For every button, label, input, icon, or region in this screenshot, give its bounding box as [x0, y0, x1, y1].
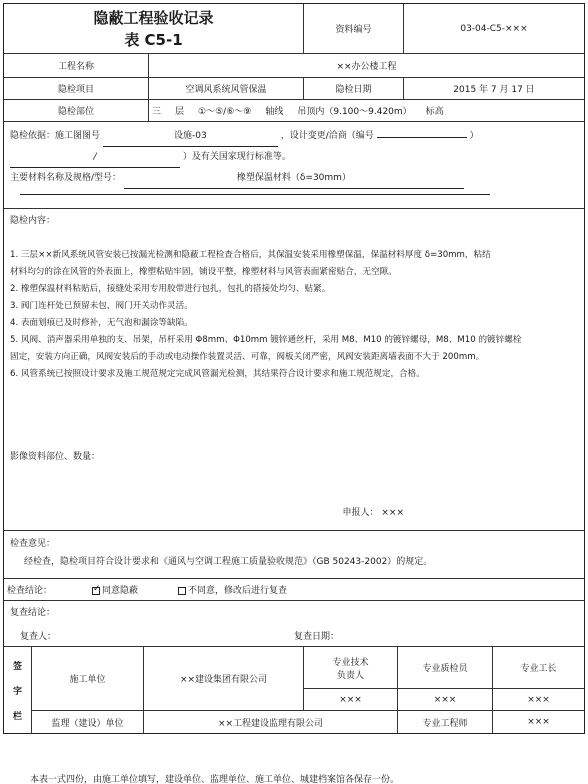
- part-value: [149, 100, 584, 121]
- part-floor: 三: [152, 107, 162, 117]
- part-axis: ①～⑤/⑥～⑨: [198, 107, 252, 117]
- part-elevation: 吊顶内（9.100～9.420m）: [297, 107, 412, 117]
- supervision-value: ××工程建设监理有限公司: [144, 711, 398, 733]
- construction-row: [32, 647, 584, 711]
- change-label: ，设计变更/洽商（编号: [280, 131, 374, 141]
- standard-line: [10, 147, 578, 168]
- item-value: 空调风系统风管保温: [149, 78, 304, 99]
- reporter-value: ×××: [381, 508, 404, 518]
- qc-label: 专业质检员: [398, 647, 493, 688]
- signature-section: [4, 647, 584, 733]
- doc-no-label: 资料编号: [304, 4, 404, 53]
- content-line-2: 材料均匀的涂在风管的外表面上，橡塑粘贴牢固，铺设平整，橡塑材料与风管表面紧密贴合，无空隙。: [10, 267, 397, 277]
- tech-lead-label: [304, 647, 398, 688]
- basis-label: 隐检依据：施工图图号: [10, 131, 101, 141]
- recheck-date-label: 复查日期：: [294, 632, 340, 642]
- check-opinion-block: [4, 531, 584, 578]
- standard-slash: /: [10, 147, 180, 168]
- image-label: 影像资料部位、数量：: [10, 452, 101, 462]
- foreman-label: 专业工长: [520, 664, 557, 674]
- recheck-person-label: 复查人：: [20, 632, 57, 642]
- date-value: 2015 年 7 月 17 日: [453, 85, 535, 95]
- content-line-6: 5. 风阀、消声器采用单独的支、吊架，吊杆采用 Φ8mm、Φ10mm 镀锌通丝杆，采用 M8、M10 的镀锌螺母，M8、M10 的镀锌螺栓: [10, 335, 522, 345]
- part-elevation-label: 标高: [425, 107, 444, 117]
- change-no: [377, 137, 467, 138]
- tech-lead-label-1: 专业技术: [332, 657, 369, 668]
- check-conclusion: [4, 579, 584, 600]
- content-line-1: 1. 三层××新风系统风管安装已按漏光检测和隐蔽工程检查合格后，其保温安装采用橡塑保温，保温材料厚度 δ=30mm，粘结: [10, 250, 491, 260]
- role-headers: [304, 647, 584, 689]
- part-axis-label: 轴线: [265, 107, 284, 117]
- role-values: [304, 689, 584, 710]
- project-label: 工程名称: [4, 54, 149, 77]
- engineer-value: ×××: [527, 717, 550, 727]
- project-row: [4, 54, 584, 78]
- part-row: [4, 100, 584, 122]
- recheck-row: [4, 601, 584, 647]
- disagree-option[interactable]: [178, 583, 287, 596]
- material-line: [10, 168, 578, 189]
- qc-value: ×××: [398, 689, 493, 710]
- agree-checkbox[interactable]: ✓: [93, 583, 101, 594]
- content-line-4: 3. 阀门连杆处已预留未包，阀门开关动作灵活。: [10, 301, 193, 311]
- basis-block: [4, 122, 584, 199]
- disagree-checkbox[interactable]: [178, 587, 186, 595]
- agree-label: 同意隐蔽: [102, 586, 139, 596]
- material-extra-line: [20, 189, 490, 195]
- agree-option[interactable]: [92, 583, 138, 596]
- check-opinion-label: 检查意见：: [10, 539, 56, 549]
- content-row: [4, 209, 584, 531]
- tech-lead-label-2: 负责人: [336, 670, 364, 681]
- change-close: ）: [469, 131, 479, 141]
- side-char-2: 字: [12, 686, 22, 697]
- content-line-8: 6. 风管系统已按照设计要求及施工规范规定完成风管漏光检测，其结果符合设计要求和施工规范规定，合格。: [10, 369, 425, 379]
- recheck-conclusion-label: 复查结论：: [10, 608, 56, 618]
- header-row: [4, 4, 584, 54]
- supervision-label: 监理（建设）单位: [32, 711, 144, 733]
- item-label: 隐检项目: [4, 78, 149, 99]
- drawing-no: 设施-03: [103, 126, 278, 147]
- content-label: 隐检内容：: [10, 216, 56, 226]
- recheck-block: [4, 601, 584, 646]
- standard-text: ）及有关国家现行标准等。: [182, 152, 291, 162]
- content-line-5: 4. 表面划痕已及时修补，无气泡和漏涂等缺陷。: [10, 318, 193, 328]
- doc-no-value: 03-04-C5-×××: [460, 23, 528, 34]
- project-value: ××办公楼工程: [336, 62, 397, 72]
- foreman-value: ×××: [527, 694, 550, 705]
- part-label: 隐检部位: [4, 100, 149, 121]
- inspection-record-form: [3, 3, 585, 734]
- item-row: [4, 78, 584, 100]
- check-opinion-text: 经检查，隐检项目符合设计要求和《通风与空调工程施工质量验收规范》（GB 50243-2002）的规定。: [24, 557, 433, 567]
- reporter: [342, 505, 404, 518]
- form-title-line2: 表 C5-1: [124, 30, 183, 49]
- construction-value: ××建设集团有限公司: [144, 647, 304, 710]
- signature-side-label: [4, 647, 32, 733]
- material-value: 橡塑保温材料（δ=30mm）: [124, 168, 464, 189]
- content-line-3: 2. 橡塑保温材料粘贴后，接缝处采用专用胶带进行包扎，包扎的搭接处均匀、贴紧。: [10, 284, 331, 294]
- tech-lead-value: ×××: [304, 689, 398, 710]
- side-char-3: 栏: [12, 711, 22, 722]
- content-block: [4, 209, 584, 530]
- form-title-line1: 隐蔽工程验收记录: [93, 8, 214, 27]
- signature-grid: [32, 647, 584, 733]
- form-title: [4, 4, 304, 53]
- content-line-7: 固定，安装方向正确，风阀安装后的手动或电动操作装置灵活、可靠，阀板关闭严密，风阀安装距离墙表面不大于 200mm。: [10, 352, 485, 362]
- engineer-label: 专业工程师: [398, 711, 493, 733]
- footer-note: 本表一式四份，由施工单位填写，建设单位、监理单位、施工单位、城建档案馆各保存一份。: [30, 775, 400, 784]
- basis-row: [4, 122, 584, 209]
- material-label: 主要材料名称及规格/型号：: [10, 173, 122, 183]
- basis-line: [10, 126, 578, 147]
- check-conclusion-label: 检查结论：: [7, 586, 53, 596]
- supervision-row: [32, 711, 584, 733]
- construction-roles: [304, 647, 584, 710]
- disagree-label: 不同意，修改后进行复查: [188, 586, 288, 596]
- part-floor-unit: 层: [175, 107, 185, 117]
- check-conclusion-row: [4, 579, 584, 601]
- construction-label: 施工单位: [32, 647, 144, 710]
- date-label: 隐检日期: [304, 78, 404, 99]
- check-opinion-row: [4, 531, 584, 579]
- reporter-label: 申报人：: [342, 508, 379, 518]
- side-char-1: 签: [12, 661, 22, 672]
